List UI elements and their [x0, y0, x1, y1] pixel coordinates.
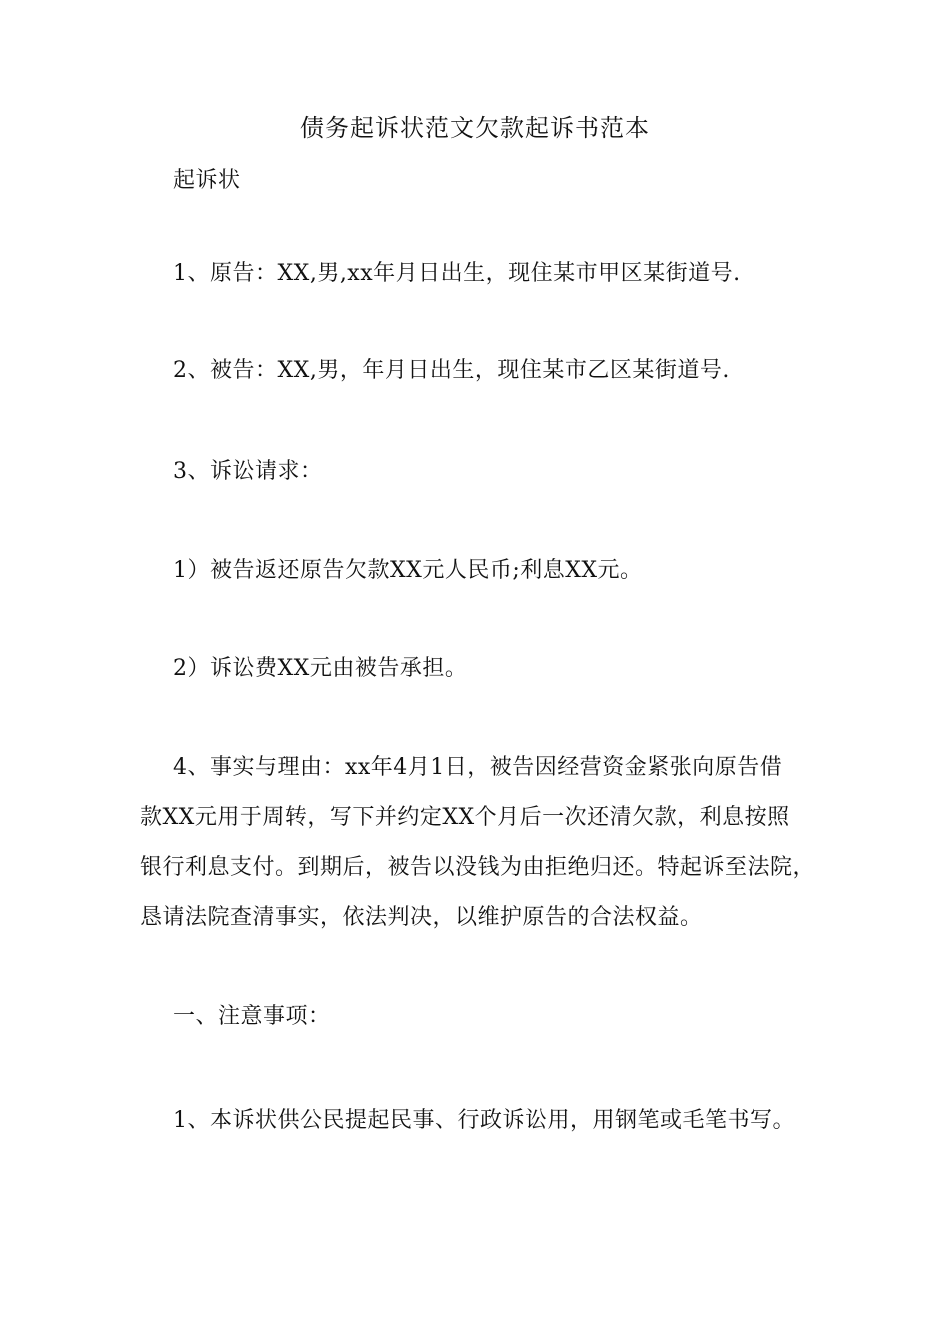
facts-line-1: 4、事实与理由：xx年4月1日，被告因经营资金紧张向原告借 [173, 755, 783, 780]
defendant-line: 2、被告：XX,男，年月日出生，现住某市乙区某街道号. [173, 358, 730, 383]
facts-line-3: 银行利息支付。到期后，被告以没钱为由拒绝归还。特起诉至法院， [140, 855, 816, 880]
note-item-1: 1、本诉状供公民提起民事、行政诉讼用，用钢笔或毛笔书写。 [173, 1108, 795, 1133]
facts-line-2: 款XX元用于周转，写下并约定XX个月后一次还清欠款，利息按照 [140, 805, 790, 830]
claims-heading: 3、诉讼请求： [173, 459, 323, 484]
document-title: 债务起诉状范文欠款起诉书范本 [300, 114, 650, 142]
plaintiff-line: 1、原告：XX,男,xx年月日出生，现住某市甲区某街道号. [173, 261, 741, 286]
claim-item-2: 2）诉讼费XX元由被告承担。 [173, 656, 468, 681]
claim-item-1: 1）被告返还原告欠款XX元人民币;利息XX元。 [173, 558, 643, 583]
facts-line-4: 恳请法院查清事实，依法判决，以维护原告的合法权益。 [140, 905, 703, 930]
document-heading: 起诉状 [173, 168, 241, 193]
notes-heading: 一、注意事项： [173, 1004, 331, 1029]
